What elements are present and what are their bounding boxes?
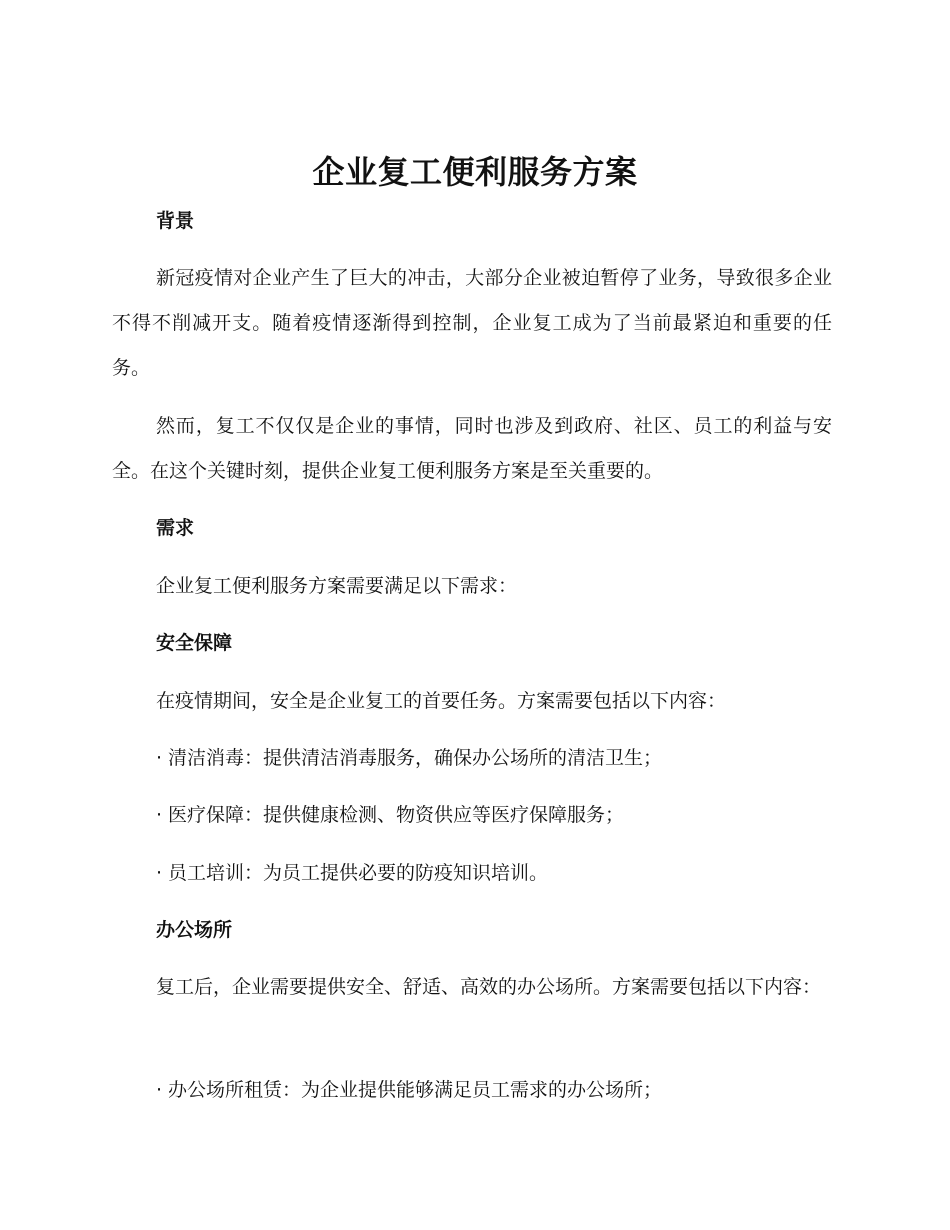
section-heading-background: 背景 — [156, 210, 195, 232]
safety-bullet-medical: 医疗保障：提供健康检测、物资供应等医疗保障服务； — [168, 804, 625, 826]
background-paragraph-1: 新冠疫情对企业产生了巨大的冲击，大部分企业被迫暂停了业务，导致很多企业不得不削减开支。随着疫情逐渐得到控制，企业复工成为了当前最紧迫和重要的任务。 — [112, 267, 832, 379]
safety-bullet-training: 员工培训：为员工提供必要的防疫知识培训。 — [168, 862, 549, 884]
bullet-dot: · — [156, 804, 163, 826]
list-item — [156, 1076, 662, 1104]
bullet-dot: · — [156, 747, 163, 769]
list-item — [156, 744, 662, 772]
bullet-dot: · — [156, 862, 163, 884]
office-intro: 复工后，企业需要提供安全、舒适、高效的办公场所。方案需要包括以下内容： — [156, 976, 822, 998]
list-item — [156, 801, 624, 829]
safety-bullet-cleaning: 清洁消毒：提供清洁消毒服务，确保办公场所的清洁卫生； — [168, 747, 663, 769]
section-heading-needs: 需求 — [156, 517, 195, 539]
office-bullet-rental: 办公场所租赁：为企业提供能够满足员工需求的办公场所； — [168, 1079, 663, 1101]
section-heading-safety: 安全保障 — [156, 632, 233, 654]
safety-intro: 在疫情期间，安全是企业复工的首要任务。方案需要包括以下内容： — [156, 690, 727, 712]
list-item — [156, 859, 548, 887]
background-paragraph-2: 然而，复工不仅仅是企业的事情，同时也涉及到政府、社区、员工的利益与安全。在这个关键时刻，提供企业复工便利服务方案是至关重要的。 — [112, 415, 832, 482]
bullet-dot: · — [156, 1079, 163, 1101]
document-title: 企业复工便利服务方案 — [312, 153, 638, 191]
section-heading-office: 办公场所 — [156, 919, 233, 941]
needs-intro: 企业复工便利服务方案需要满足以下需求： — [156, 575, 518, 597]
